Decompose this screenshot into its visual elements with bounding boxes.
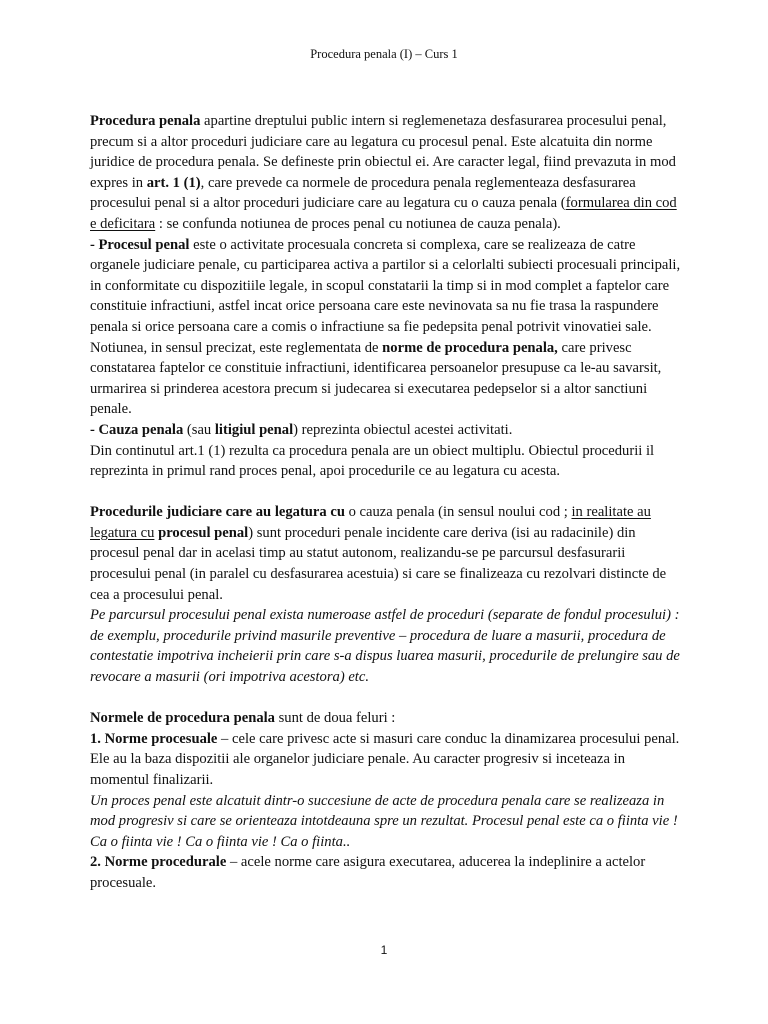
paragraph-text: – cele care privesc acte si masuri care conduc la dinamizarea procesului penal. Ele au la baza dispozitii ale organelor judiciare penale. Au caracter progresiv si inceteaza in momentul finalizarii. xyxy=(90,730,680,788)
paragraph-procesul-penal xyxy=(90,235,682,338)
paragraph-spacer xyxy=(90,482,682,503)
paragraph-text: care privesc constatarea faptelor ce constituie infractiuni, identificarea persoanelor presupuse ca le-au savarsit, urmarirea si prinderea acestora precum si judecarea si executarea pedepselor si a altor sanctiuni penale. xyxy=(90,339,662,418)
paragraph-text: : se confunda notiunea de proces penal cu notiunea de cauza penala). xyxy=(155,215,561,232)
term-procesul-penal-2: procesul penal xyxy=(158,524,249,541)
paragraph-exemplu-proceduri xyxy=(90,605,682,687)
underlined-remark: formularea din cod e deficitara xyxy=(90,195,677,232)
italic-example: Pe parcursul procesului penal exista numeroase astfel de proceduri (separate de fondul procesului) : de exemplu, procedurile privind masurile preventive – procedura de luare a masurii, procedura de contestatie impotriva incheierii prin care s-a dispus luarea masurii, procedurile de prelungire sau de revocare a masurii (ori impotriva acestora) etc. xyxy=(90,607,680,686)
paragraph-text: o cauza penala (in sensul noului cod ; xyxy=(344,504,572,521)
paragraph-text: Din continutul art.1 (1) rezulta ca procedura penala are un obiect multiplu. Obiectul procedurii il reprezinta in primul rand proces penal, apoi procedurile ce au legatura cu acesta. xyxy=(90,442,655,480)
paragraph-spacer xyxy=(90,688,682,709)
paragraph-text: este o activitate procesuala concreta si complexa, care se realizeaza de catre organele judiciare penale, cu participarea activa a partilor si a celorlalti subiecti procesuali principali, in conformitate cu dispozitiile legale, in scopul constatarii la timp si in mod complet a faptelor care constituie infractiuni, astfel incat orice persoana care este nevinovata sa nu fie trasa la raspundere penala si orice persoana care a comis o infractiune sa fie pedepsita penal potrivit vinovatiei sale. xyxy=(90,236,681,335)
term-cauza-penala: - Cauza penala xyxy=(90,421,184,438)
page-footer xyxy=(0,943,768,957)
paragraph-normele xyxy=(90,708,682,729)
paragraph-notiunea xyxy=(90,338,682,420)
paragraph-norme-procesuale xyxy=(90,729,682,791)
term-litigiul-penal: litigiul penal xyxy=(214,421,294,438)
term-procedura-penala: Procedura penala xyxy=(90,113,201,129)
paragraph-text: Notiunea, in sensul precizat, este reglementata de xyxy=(90,339,383,356)
paragraph-text: ) reprezinta obiectul acestei activitati. xyxy=(293,421,513,438)
term-normele-de-procedura: Normele de procedura penala xyxy=(90,710,275,727)
header-title: Procedura penala (I) – Curs 1 xyxy=(310,47,458,61)
term-norme-procedurale: 2. Norme procedurale xyxy=(90,854,227,871)
paragraph-procedurile-judiciare xyxy=(90,502,682,605)
term-procedurile-judiciare: Procedurile judiciare care au legatura cu xyxy=(90,504,345,521)
document-body xyxy=(90,111,682,894)
italic-example: Un proces penal este alcatuit dintr-o succesiune de acte de procedura penala care se realizeaza in mod progresiv si care se orienteaza intotdeauna spre un rezultat. Procesul penal este ca o fiinta vie ! Ca o fiinta vie ! Ca o fiinta vie ! Ca o fiinta.. xyxy=(90,792,678,850)
paragraph-text: sunt de doua feluri : xyxy=(274,710,396,727)
paragraph-text: ) sunt proceduri penale incidente care deriva (isi au radacinile) din procesul penal dar in acelasi timp au statut autonom, realizandu-se pe parcursul desfasurarii procesului penal (in paralel cu desfasurarea acestuia) si care se finalizeaza cu rezolvari distincte de cea a procesului penal. xyxy=(90,524,667,603)
paragraph-obiect-multiplu xyxy=(90,441,682,482)
paragraph-text: (sau xyxy=(183,421,215,438)
underlined-remark: in realitate au legatura cu xyxy=(90,504,651,541)
term-art-1: art. 1 (1) xyxy=(146,174,201,191)
paragraph-text: , care prevede ca normele de procedura penala reglementeaza desfasurarea procesului penal si a altor proceduri judiciare care au legatura cu o cauza penala ( xyxy=(90,174,636,212)
page-header xyxy=(0,46,768,62)
paragraph-cauza-penala xyxy=(90,420,682,441)
term-procesul-penal: - Procesul penal xyxy=(90,236,190,253)
term-norme-procesuale: 1. Norme procesuale xyxy=(90,730,218,747)
term-norme-de-procedura: norme de procedura penala, xyxy=(382,339,558,356)
paragraph-norme-procedurale xyxy=(90,852,682,893)
paragraph-text: apartine dreptului public intern si reglemenetaza desfasurarea procesului penal, precum si a altor proceduri judiciare care au legatura cu procesul penal. Este alcatuita din norme juridice de procedura penala. Se defineste prin obiectul ei. Are caracter legal, fiind prevazuta in mod expres in xyxy=(90,113,676,191)
paragraph-proces-fiinta-vie xyxy=(90,791,682,853)
page-number: 1 xyxy=(380,943,388,957)
paragraph-procedura-penala xyxy=(90,111,682,235)
paragraph-text: – acele norme care asigura executarea, aducerea la indeplinire a actelor procesuale. xyxy=(90,854,646,891)
